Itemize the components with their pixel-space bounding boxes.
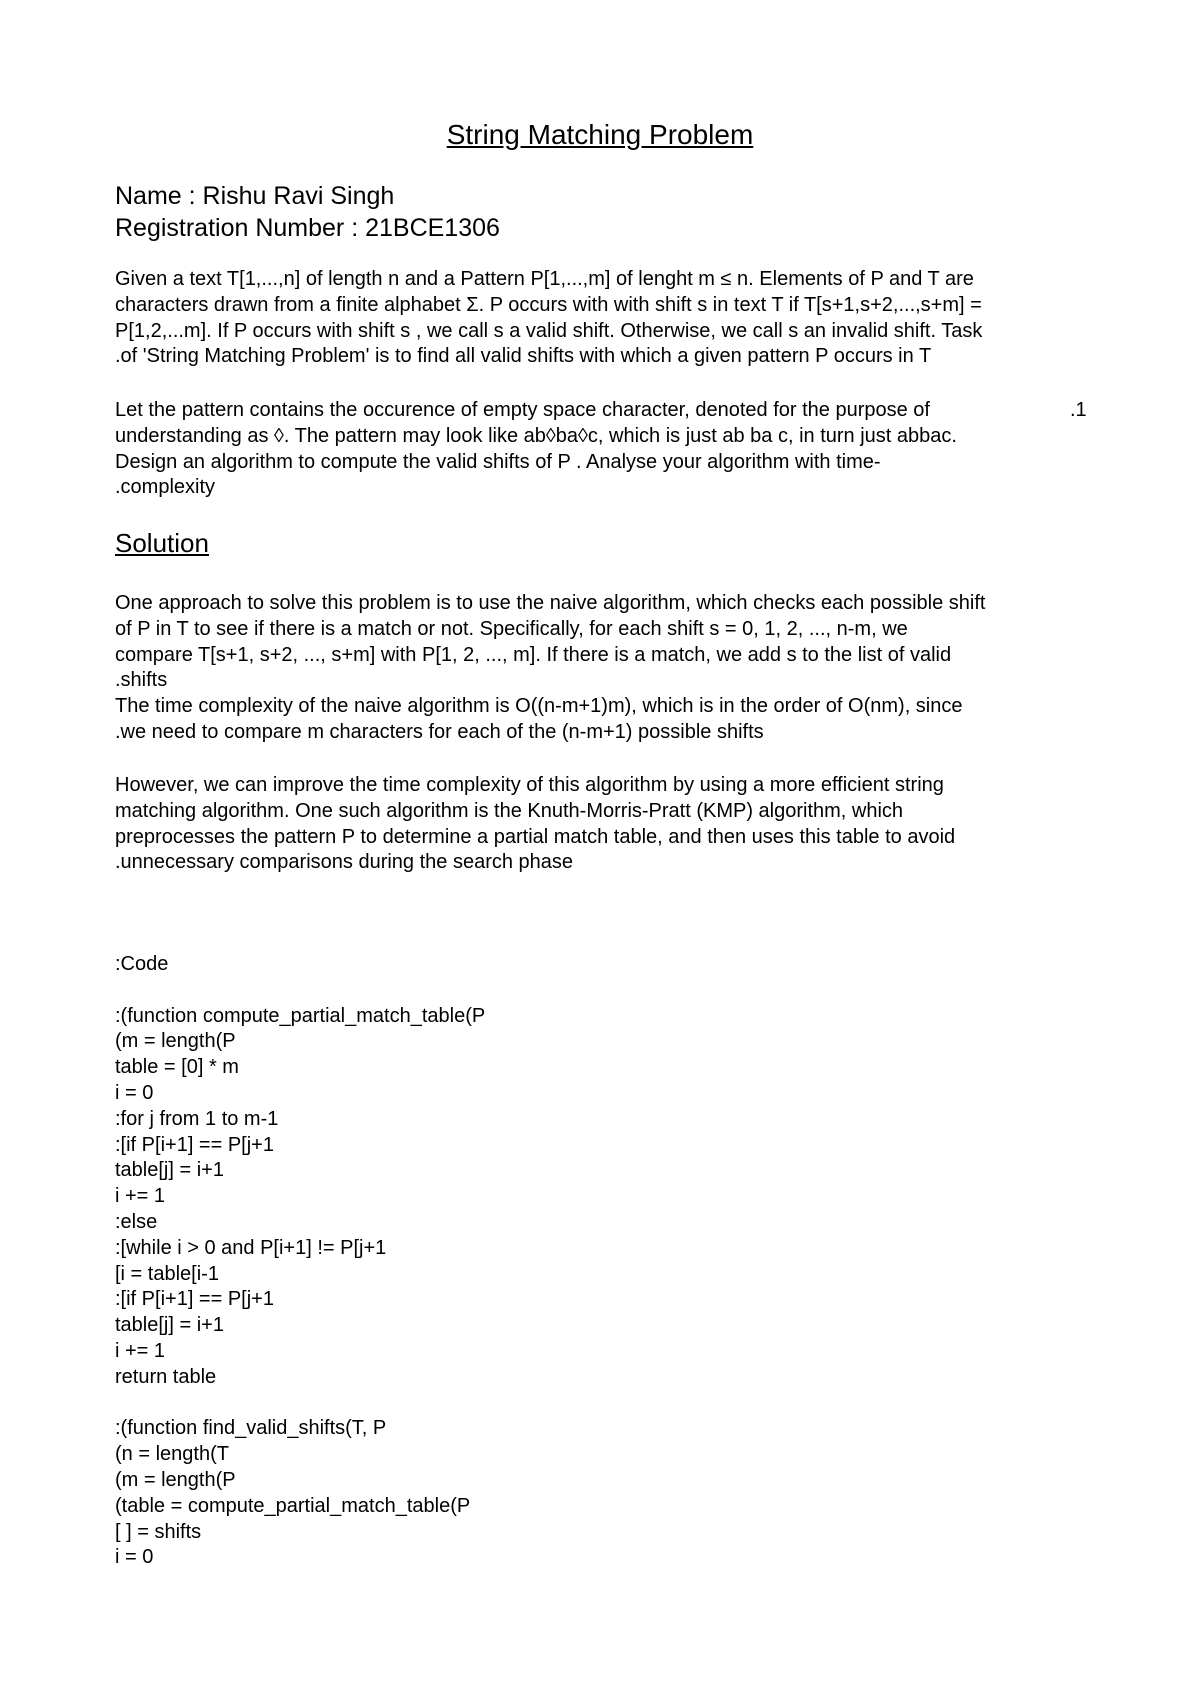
question-number: .1 bbox=[1070, 399, 1087, 421]
code-line: :for j from 1 to m-1 bbox=[115, 1107, 279, 1130]
solution-line: One approach to solve this problem is to use the naive algorithm, which checks each possible shift bbox=[115, 592, 986, 614]
solution-heading: Solution bbox=[115, 528, 209, 558]
code-line: (table = compute_partial_match_table(P bbox=[115, 1494, 471, 1517]
question-line: understanding as ◊. The pattern may look like ab◊ba◊c, which is just ab ba c, in turn just abbac. bbox=[115, 424, 957, 447]
code-line: :(function compute_partial_match_table(P bbox=[115, 1004, 486, 1027]
problem-statement-line: Given a text T[1,...,n] of length n and a Pattern P[1,...,m] of lenght m ≤ n. Elements of P and T are bbox=[115, 268, 974, 290]
question-line: Let the pattern contains the occurence of empty space character, denoted for the purpose of bbox=[115, 399, 930, 421]
code-line: i = 0 bbox=[115, 1081, 154, 1104]
student-name: Name : Rishu Ravi Singh bbox=[115, 182, 395, 210]
problem-statement-line: .of 'String Matching Problem' is to find all valid shifts with which a given pattern P occurs in T bbox=[115, 345, 932, 368]
code-line: :[while i > 0 and P[i+1] != P[j+1 bbox=[115, 1236, 387, 1259]
code-line: (m = length(P bbox=[115, 1030, 236, 1053]
registration-number: Registration Number : 21BCE1306 bbox=[115, 214, 500, 242]
solution-paragraph-kmp bbox=[115, 773, 1095, 876]
solution-line: However, we can improve the time complexity of this algorithm by using a more efficient string bbox=[115, 774, 944, 796]
code-line: (m = length(P bbox=[115, 1468, 236, 1491]
code-line: table[j] = i+1 bbox=[115, 1159, 224, 1182]
code-line: (n = length(T bbox=[115, 1443, 229, 1466]
code-line: :else bbox=[115, 1210, 158, 1233]
solution-line: preprocesses the pattern P to determine a partial match table, and then uses this table to avoid bbox=[115, 825, 956, 848]
solution-line: compare T[s+1, s+2, ..., s+m] with P[1, 2, ..., m]. If there is a match, we add s to the list of valid bbox=[115, 643, 952, 666]
solution-line: of P in T to see if there is a match or not. Specifically, for each shift s = 0, 1, 2, ..., n-m, we bbox=[115, 617, 908, 640]
code-line: [i = table[i-1 bbox=[115, 1262, 219, 1285]
question-text bbox=[115, 398, 1095, 501]
solution-line: matching algorithm. One such algorithm is the Knuth-Morris-Pratt (KMP) algorithm, which bbox=[115, 799, 904, 822]
problem-statement bbox=[115, 267, 1095, 370]
code-line: :(function find_valid_shifts(T, P bbox=[115, 1417, 387, 1440]
solution-line: The time complexity of the naive algorithm is O((n-m+1)m), which is in the order of O(nm), since bbox=[115, 695, 963, 718]
code-line: table = [0] * m bbox=[115, 1056, 239, 1079]
code-block bbox=[115, 952, 485, 1571]
solution-paragraph-naive bbox=[115, 591, 1095, 746]
code-line: table[j] = i+1 bbox=[115, 1314, 224, 1337]
code-line bbox=[115, 978, 485, 1004]
code-line: :Code bbox=[115, 953, 169, 975]
solution-line: .unnecessary comparisons during the search phase bbox=[115, 851, 574, 874]
question-line: .complexity bbox=[115, 476, 216, 499]
problem-statement-line: P[1,2,...m]. If P occurs with shift s , we call s a valid shift. Otherwise, we call s an invalid shift. Task bbox=[115, 319, 983, 342]
solution-line: .we need to compare m characters for each of the (n-m+1) possible shifts bbox=[115, 720, 764, 743]
code-line: i = 0 bbox=[115, 1546, 154, 1569]
code-line: :[if P[i+1] == P[j+1 bbox=[115, 1288, 274, 1311]
document-title: String Matching Problem bbox=[446, 119, 754, 150]
solution-line: .shifts bbox=[115, 669, 168, 692]
code-line: [ ] = shifts bbox=[115, 1520, 202, 1543]
code-line: i += 1 bbox=[115, 1185, 166, 1208]
code-line: :[if P[i+1] == P[j+1 bbox=[115, 1133, 274, 1156]
code-line: i += 1 bbox=[115, 1339, 166, 1362]
problem-statement-line: characters drawn from a finite alphabet Σ. P occurs with with shift s in text T if T[s+1,s+2,...,s+m] = bbox=[115, 293, 982, 316]
question-line: Design an algorithm to compute the valid shifts of P . Analyse your algorithm with time- bbox=[115, 450, 881, 473]
code-line bbox=[115, 1391, 485, 1417]
code-line: return table bbox=[115, 1365, 217, 1388]
